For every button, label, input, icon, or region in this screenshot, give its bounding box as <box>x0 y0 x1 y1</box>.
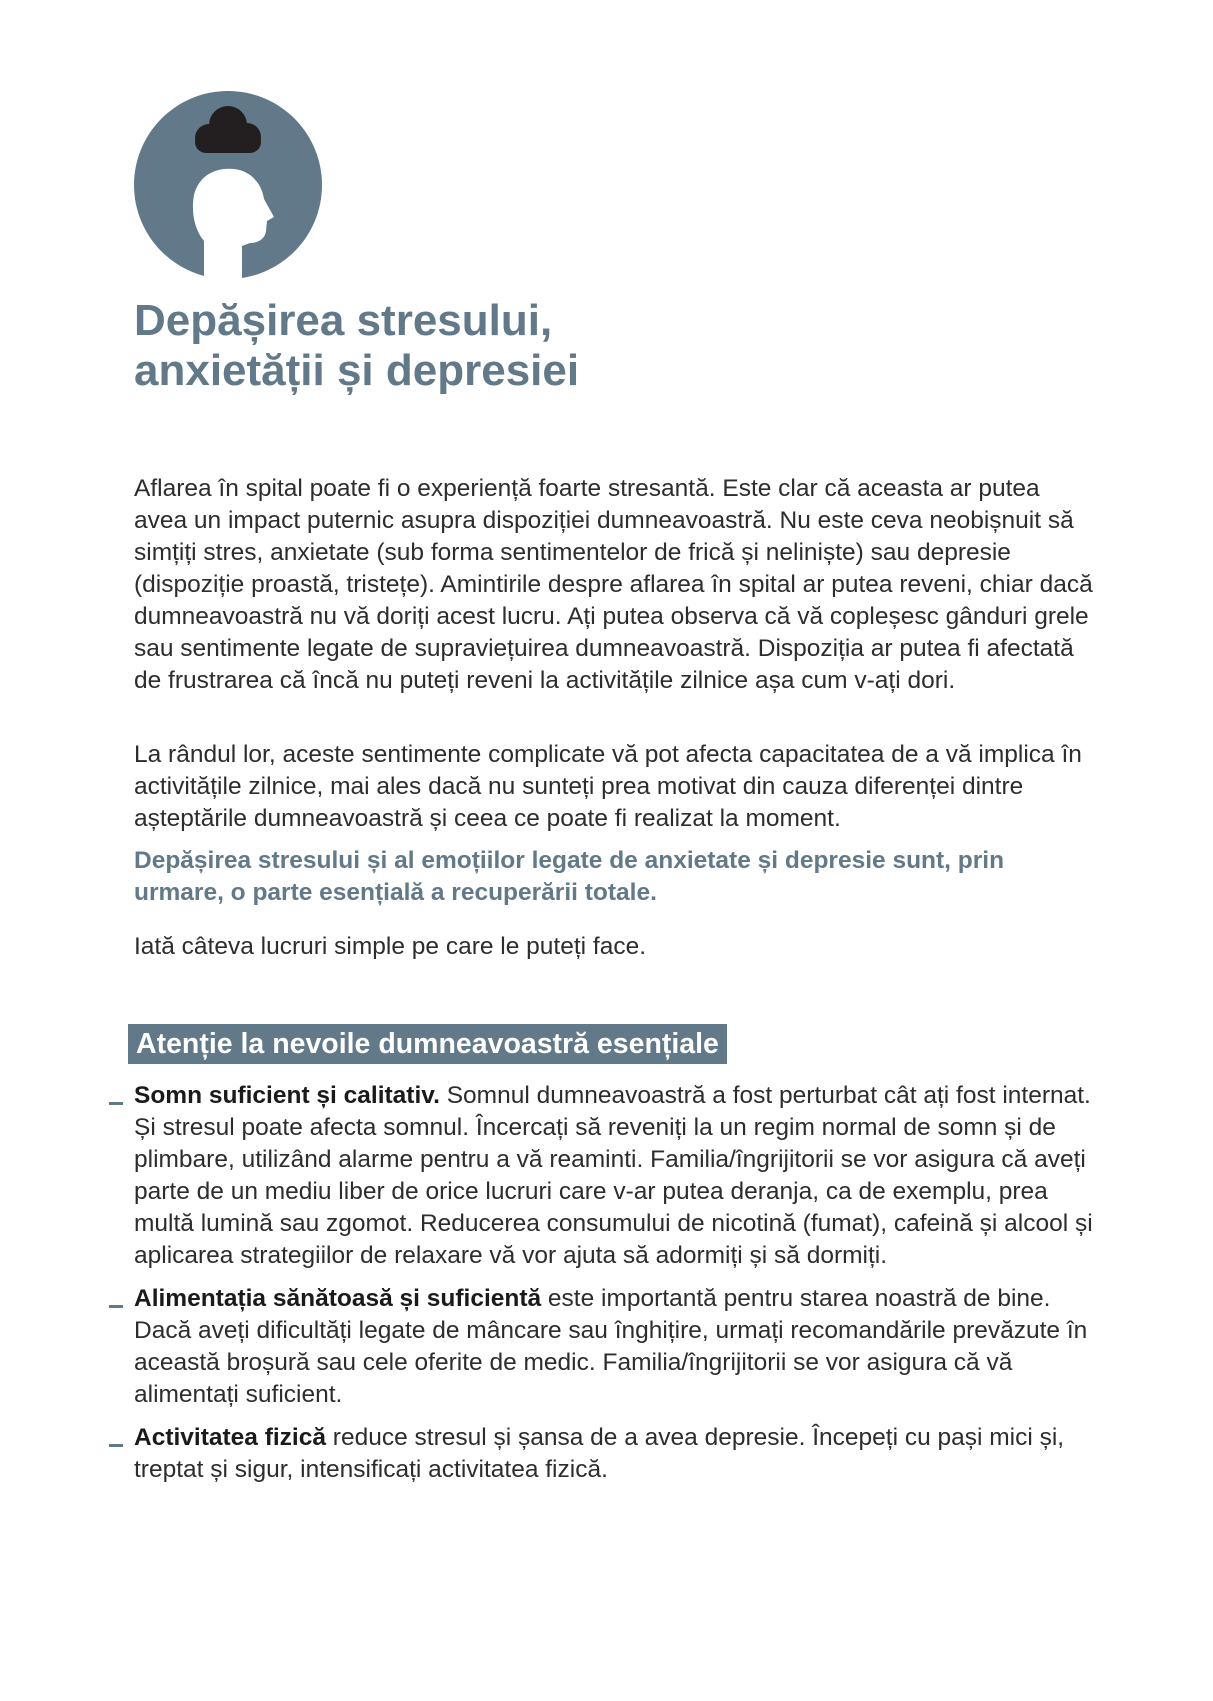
list-item <box>134 1080 1094 1272</box>
bullet-dash-icon <box>109 1102 123 1105</box>
section-heading: Atenție la nevoile dumneavoastră esențiale <box>128 1024 727 1064</box>
bullet-lead: Somn suficient și calitativ. <box>134 1082 440 1109</box>
title-line-2: anxietății și depresiei <box>134 346 580 395</box>
bullet-text: Somnul dumneavoastră a fost perturbat cât ați fost internat. Și stresul poate afecta somnul. Încercați să reveniți la un regim normal de somn și de plimbare, utilizând alarme pentru a vă reaminti. Familia/îngrijitorii se vor asigura că aveți parte de un mediu liber de orice lucruri care v-ar putea deranja, ca de exemplu, prea multă lumină sau zgomot. Reducerea consumului de nicotină (fumat), cafeină și alcool și aplicarea strategiilor de relaxare vă vor ajuta să adormiți și să dormiți. <box>134 1082 1093 1269</box>
bullet-list <box>0 1080 1213 1497</box>
bullet-lead: Activitatea fizică <box>134 1424 326 1451</box>
person-head-with-cloud-icon <box>134 91 322 279</box>
list-item <box>134 1422 1094 1486</box>
bullet-dash-icon <box>109 1444 123 1447</box>
intro-paragraph-3: Iată câteva lucruri simple pe care le puteți face. <box>134 933 647 960</box>
bullet-text: este importantă pentru starea noastră de bine. Dacă aveți dificultăți legate de mâncare sau înghițire, urmați recomandările prevăzute în această broșură sau cele oferite de medic. Familia/îngrijitorii se vor asigura că vă alimentați suficient. <box>134 1285 1088 1408</box>
bullet-lead: Alimentația sănătoasă și suficientă <box>134 1285 542 1312</box>
intro-paragraph-2: La rândul lor, aceste sentimente complicate vă pot afecta capacitatea de a vă implica în activitățile zilnice, mai ales dacă nu sunteți prea motivat din cauza diferenței dintre așteptările dumneavoastră și ceea ce poate fi realizat la moment. <box>134 741 1082 832</box>
intro-paragraph-1: Aflarea în spital poate fi o experiență foarte stresantă. Este clar că aceasta ar putea avea un impact puternic asupra dispoziției dumneavoastră. Nu este ceva neobișnuit să simțiți stres, anxietate (sub forma sentimentelor de frică și neliniște) sau depresie (dispoziție proastă, tristețe). Amintirile despre aflarea în spital ar putea reveni, chiar dacă dumneavoastră nu vă doriți acest lucru. Ați putea observa că vă copleșesc gânduri grele sau sentimente legate de supraviețuirea dumneavoastră. Dispoziția ar putea fi afectată de frustrarea că încă nu puteți reveni la activitățile zilnice așa cum v-ați dori. <box>134 475 1093 694</box>
bullet-text: reduce stresul și șansa de a avea depresie. Începeți cu pași mici și, treptat și sigur, intensificați activitatea fizică. <box>134 1424 1065 1483</box>
page-title <box>134 296 1034 396</box>
bullet-dash-icon <box>109 1305 123 1308</box>
highlight-paragraph: Depășirea stresului și al emoțiilor legate de anxietate și depresie sunt, prin urmare, o parte esențială a recuperării totale. <box>134 847 1005 906</box>
list-item <box>134 1283 1094 1411</box>
title-line-1: Depășirea stresului, <box>134 296 553 345</box>
